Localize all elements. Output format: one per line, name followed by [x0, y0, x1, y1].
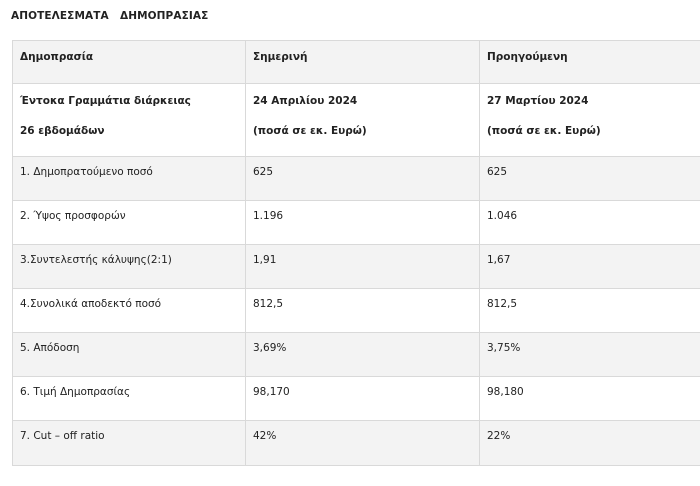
row-current: 1.196: [246, 201, 480, 245]
previous-date: 27 Μαρτίου 2024: [487, 95, 589, 107]
table-row: [13, 289, 700, 333]
previous-units: (ποσά σε εκ. Ευρώ): [487, 125, 601, 137]
header-current: Σημερινή: [246, 41, 480, 84]
row-previous: 3,75%: [480, 333, 700, 377]
row-previous: 1,67: [480, 245, 700, 289]
table-subheader-row: [13, 84, 700, 157]
header-previous: Προηγούμενη: [480, 41, 700, 84]
row-label: 7. Cut – off ratio: [13, 421, 246, 466]
row-label: 2. Ύψος προσφορών: [13, 201, 246, 245]
row-current: 3,69%: [246, 333, 480, 377]
table-row: [13, 157, 700, 201]
subheader-instrument: [13, 84, 246, 157]
instrument-name: Έντοκα Γραμμάτια διάρκειας: [20, 95, 191, 107]
table-row: [13, 201, 700, 245]
row-current: 1,91: [246, 245, 480, 289]
row-label: 5. Απόδοση: [13, 333, 246, 377]
subheader-current: [246, 84, 480, 157]
row-previous: 1.046: [480, 201, 700, 245]
row-current: 98,170: [246, 377, 480, 421]
table-row: [13, 245, 700, 289]
table-row: [13, 421, 700, 466]
row-previous: 22%: [480, 421, 700, 466]
row-current: 625: [246, 157, 480, 201]
page-title: ΑΠΟΤΕΛΕΣΜΑΤΑ ΔΗΜΟΠΡΑΣΙΑΣ: [11, 10, 209, 22]
row-previous: 98,180: [480, 377, 700, 421]
header-auction: Δημοπρασία: [13, 41, 246, 84]
row-current: 42%: [246, 421, 480, 466]
current-units: (ποσά σε εκ. Ευρώ): [253, 125, 367, 137]
table-header-row: [13, 41, 700, 84]
current-date: 24 Απριλίου 2024: [253, 95, 358, 107]
subheader-previous: [480, 84, 700, 157]
row-previous: 812,5: [480, 289, 700, 333]
table-row: [13, 377, 700, 421]
row-label: 6. Τιμή Δημοπρασίας: [13, 377, 246, 421]
table-row: [13, 333, 700, 377]
row-previous: 625: [480, 157, 700, 201]
row-current: 812,5: [246, 289, 480, 333]
row-label: 4.Συνολικά αποδεκτό ποσό: [13, 289, 246, 333]
results-table: [12, 40, 700, 466]
instrument-duration: 26 εβδομάδων: [20, 125, 105, 137]
row-label: 1. Δημοπρατούμενο ποσό: [13, 157, 246, 201]
row-label: 3.Συντελεστής κάλυψης(2:1): [13, 245, 246, 289]
